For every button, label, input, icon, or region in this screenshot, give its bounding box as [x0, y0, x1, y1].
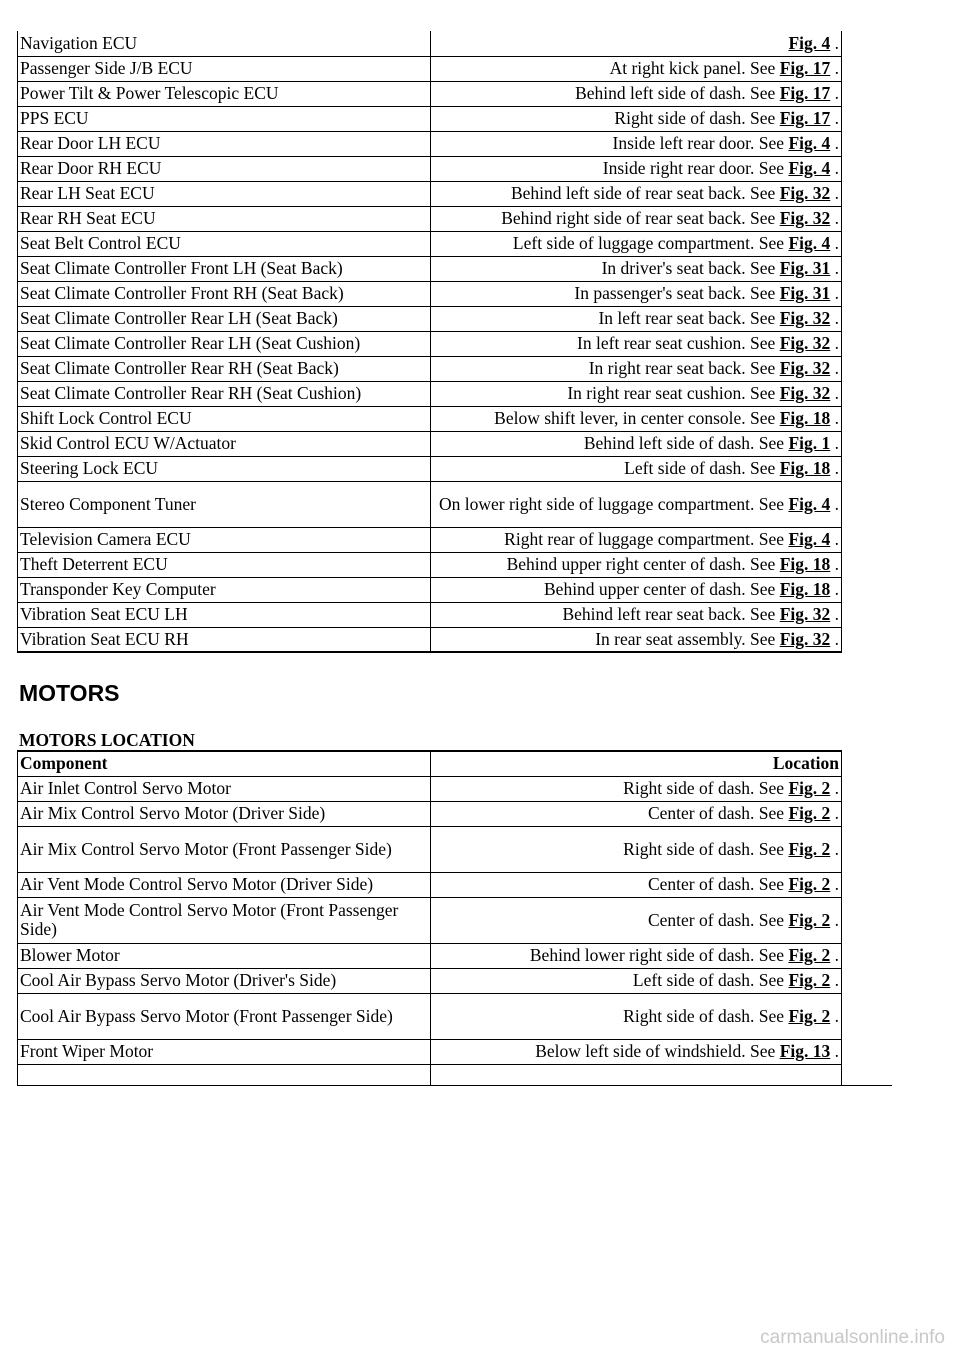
component-cell: PPS ECU: [18, 106, 431, 131]
location-cell: [431, 231, 842, 256]
location-suffix: .: [830, 529, 839, 549]
figure-link[interactable]: Fig. 2: [788, 1005, 831, 1026]
location-suffix: .: [830, 909, 839, 930]
figure-link[interactable]: Fig. 2: [788, 909, 831, 930]
table-row: [18, 181, 842, 206]
table-row: [18, 577, 842, 602]
figure-link[interactable]: Fig. 32: [779, 308, 831, 328]
location-suffix: .: [830, 803, 839, 823]
location-suffix: .: [830, 1041, 839, 1061]
location-suffix: .: [830, 945, 839, 965]
location-text: Center of dash. See: [647, 874, 789, 894]
table-row: [18, 776, 842, 801]
bottom-divider: [17, 1085, 892, 1086]
table-row: [18, 481, 842, 527]
figure-link[interactable]: Fig. 1: [788, 433, 831, 453]
location-text: In passenger's seat back. See: [574, 283, 780, 303]
location-cell: [431, 381, 842, 406]
table-row: [18, 406, 842, 431]
figure-link[interactable]: Fig. 32: [779, 383, 831, 403]
component-cell: Power Tilt & Power Telescopic ECU: [18, 81, 431, 106]
table-row: [18, 1039, 842, 1064]
figure-link[interactable]: Fig. 4: [788, 493, 831, 514]
location-text: Right side of dash. See: [623, 778, 789, 798]
figure-link[interactable]: Fig. 18: [779, 408, 831, 428]
location-suffix: .: [830, 58, 839, 78]
component-cell: Air Mix Control Servo Motor (Driver Side): [18, 801, 431, 826]
location-text: In rear seat assembly. See: [595, 628, 780, 649]
location-cell: [431, 602, 842, 627]
component-cell: Cool Air Bypass Servo Motor (Driver's Side): [18, 968, 431, 993]
location-cell: [431, 256, 842, 281]
figure-link[interactable]: Fig. 32: [779, 358, 831, 378]
figure-link[interactable]: Fig. 4: [788, 529, 831, 549]
table-row: [18, 306, 842, 331]
component-cell: Front Wiper Motor: [18, 1039, 431, 1064]
figure-link[interactable]: Fig. 17: [779, 108, 831, 128]
location-suffix: .: [830, 874, 839, 894]
ecu-location-table: [17, 31, 842, 653]
location-text: Right side of dash. See: [623, 838, 789, 859]
component-cell: Seat Climate Controller Rear LH (Seat Back): [18, 306, 431, 331]
figure-link[interactable]: Fig. 2: [788, 945, 831, 965]
table-row: [18, 206, 842, 231]
location-cell: [431, 627, 842, 652]
location-cell: [431, 131, 842, 156]
component-cell: Passenger Side J/B ECU: [18, 56, 431, 81]
location-cell: [431, 826, 842, 872]
component-cell: Rear Door LH ECU: [18, 131, 431, 156]
location-text: Right side of dash. See: [614, 108, 780, 128]
location-cell: [431, 106, 842, 131]
figure-link[interactable]: Fig. 4: [788, 233, 831, 253]
empty-cell: [18, 1064, 431, 1085]
location-cell: [431, 406, 842, 431]
location-cell: [431, 456, 842, 481]
component-cell: Rear Door RH ECU: [18, 156, 431, 181]
figure-link[interactable]: Fig. 13: [779, 1041, 831, 1061]
component-cell: Seat Climate Controller Rear RH (Seat Back): [18, 356, 431, 381]
location-suffix: .: [830, 208, 839, 228]
location-text: Behind right side of rear seat back. See: [501, 208, 780, 228]
location-suffix: .: [830, 604, 839, 624]
table-row: [18, 826, 842, 872]
location-text: Below shift lever, in center console. See: [494, 408, 780, 428]
location-cell: [431, 56, 842, 81]
figure-link[interactable]: Fig. 32: [779, 208, 831, 228]
location-suffix: .: [830, 233, 839, 253]
location-suffix: .: [830, 158, 839, 178]
figure-link[interactable]: Fig. 18: [779, 554, 831, 574]
location-suffix: .: [830, 433, 839, 453]
component-cell: Air Mix Control Servo Motor (Front Passenger Side): [18, 826, 431, 872]
table-row: [18, 331, 842, 356]
figure-link[interactable]: Fig. 17: [779, 83, 831, 103]
location-suffix: .: [830, 579, 839, 599]
location-cell: [431, 801, 842, 826]
figure-link[interactable]: Fig. 18: [779, 458, 831, 478]
location-suffix: .: [830, 1005, 839, 1026]
figure-link[interactable]: Fig. 4: [788, 158, 831, 178]
figure-link[interactable]: Fig. 2: [788, 803, 831, 823]
location-text: In left rear seat cushion. See: [577, 333, 780, 353]
location-suffix: .: [830, 258, 839, 278]
table-row: [18, 356, 842, 381]
location-cell: [431, 481, 842, 527]
location-text: Behind left side of dash. See: [583, 433, 789, 453]
location-cell: [431, 81, 842, 106]
location-suffix: .: [830, 358, 839, 378]
figure-link[interactable]: Fig. 2: [788, 778, 831, 798]
location-text: In right rear seat cushion. See: [567, 383, 780, 403]
figure-link[interactable]: Fig. 32: [779, 604, 831, 624]
location-text: On lower right side of luggage compartment. See: [439, 493, 789, 514]
figure-link[interactable]: Fig. 32: [779, 333, 831, 353]
table-row: [18, 872, 842, 897]
table-row: [18, 968, 842, 993]
figure-link[interactable]: Fig. 32: [779, 628, 831, 649]
table-row: [18, 552, 842, 577]
location-text: Below left side of windshield. See: [535, 1041, 780, 1061]
component-cell: Vibration Seat ECU LH: [18, 602, 431, 627]
location-suffix: .: [830, 628, 839, 649]
location-text: Behind upper right center of dash. See: [506, 554, 780, 574]
component-cell: Seat Climate Controller Rear LH (Seat Cushion): [18, 331, 431, 356]
component-cell: Steering Lock ECU: [18, 456, 431, 481]
location-text: Inside right rear door. See: [602, 158, 789, 178]
location-suffix: .: [830, 83, 839, 103]
table-row: [18, 131, 842, 156]
table-row: [18, 81, 842, 106]
table-row: [18, 56, 842, 81]
section-heading-motors: MOTORS: [19, 680, 120, 706]
location-cell: [431, 776, 842, 801]
figure-link[interactable]: Fig. 2: [788, 838, 831, 859]
location-text: Behind lower right side of dash. See: [529, 945, 789, 965]
component-cell: Air Inlet Control Servo Motor: [18, 776, 431, 801]
location-cell: [431, 431, 842, 456]
figure-link[interactable]: Fig. 4: [788, 32, 831, 53]
location-cell: [431, 527, 842, 552]
location-cell: [431, 552, 842, 577]
table-row-empty: [18, 1064, 842, 1085]
location-cell: [431, 306, 842, 331]
location-suffix: .: [830, 383, 839, 403]
location-suffix: .: [830, 308, 839, 328]
location-suffix: .: [830, 333, 839, 353]
location-text: Right rear of luggage compartment. See: [504, 529, 789, 549]
location-text: Left side of dash. See: [632, 970, 789, 990]
location-cell: [431, 993, 842, 1039]
location-text: Behind left rear seat back. See: [562, 604, 780, 624]
table-row: [18, 106, 842, 131]
component-cell: Navigation ECU: [18, 31, 431, 56]
component-cell: Blower Motor: [18, 943, 431, 968]
location-text: Left side of luggage compartment. See: [512, 233, 789, 253]
component-cell: Stereo Component Tuner: [18, 481, 431, 527]
location-suffix: .: [830, 970, 839, 990]
figure-link[interactable]: Fig. 18: [779, 579, 831, 599]
location-text: Center of dash. See: [647, 803, 789, 823]
table-row: [18, 801, 842, 826]
location-cell: [431, 181, 842, 206]
location-cell: [431, 331, 842, 356]
table-row: [18, 943, 842, 968]
figure-link[interactable]: Fig. 17: [779, 58, 831, 78]
table-row: [18, 527, 842, 552]
component-cell: Shift Lock Control ECU: [18, 406, 431, 431]
table-row: [18, 156, 842, 181]
component-cell: Seat Climate Controller Front LH (Seat Back): [18, 256, 431, 281]
figure-link[interactable]: Fig. 4: [788, 133, 831, 153]
component-cell: Skid Control ECU W/Actuator: [18, 431, 431, 456]
table-row: [18, 431, 842, 456]
figure-link[interactable]: Fig. 31: [779, 283, 831, 303]
location-cell: [431, 872, 842, 897]
table-row: [18, 456, 842, 481]
table-row: [18, 256, 842, 281]
component-cell: Rear LH Seat ECU: [18, 181, 431, 206]
component-cell: Air Vent Mode Control Servo Motor (Front Passenger Side): [18, 897, 431, 943]
column-header-component: Component: [18, 751, 431, 776]
location-suffix: .: [830, 32, 839, 53]
location-cell: [431, 1039, 842, 1064]
location-text: Behind upper center of dash. See: [544, 579, 780, 599]
component-cell: Cool Air Bypass Servo Motor (Front Passenger Side): [18, 993, 431, 1039]
location-cell: [431, 897, 842, 943]
component-cell: Vibration Seat ECU RH: [18, 627, 431, 652]
location-text: Right side of dash. See: [623, 1005, 789, 1026]
table-row: [18, 602, 842, 627]
location-cell: [431, 281, 842, 306]
component-cell: Seat Climate Controller Front RH (Seat Back): [18, 281, 431, 306]
component-cell: Transponder Key Computer: [18, 577, 431, 602]
component-cell: Theft Deterrent ECU: [18, 552, 431, 577]
location-suffix: .: [830, 408, 839, 428]
figure-link[interactable]: Fig. 2: [788, 874, 831, 894]
table-title-motors-location: MOTORS LOCATION: [19, 730, 195, 750]
table-header-row: [18, 751, 842, 776]
location-cell: [431, 577, 842, 602]
location-suffix: .: [830, 554, 839, 574]
location-suffix: .: [830, 778, 839, 798]
table-row: [18, 993, 842, 1039]
table-row: [18, 281, 842, 306]
location-text: At right kick panel. See: [609, 58, 780, 78]
location-cell: [431, 31, 842, 56]
table-row: [18, 31, 842, 56]
location-text: Behind left side of dash. See: [575, 83, 780, 103]
table-row: [18, 897, 842, 943]
table-row: [18, 381, 842, 406]
table-row: [18, 627, 842, 652]
empty-cell: [431, 1064, 842, 1085]
location-text: Left side of dash. See: [624, 458, 780, 478]
location-text: Inside left rear door. See: [612, 133, 789, 153]
location-text: In right rear seat back. See: [588, 358, 780, 378]
figure-link[interactable]: Fig. 32: [779, 183, 831, 203]
location-suffix: .: [830, 493, 839, 514]
location-suffix: .: [830, 283, 839, 303]
location-suffix: .: [830, 183, 839, 203]
location-text: Center of dash. See: [647, 909, 789, 930]
column-header-location: Location: [431, 751, 842, 776]
location-suffix: .: [830, 838, 839, 859]
figure-link[interactable]: Fig. 31: [779, 258, 831, 278]
location-text: In driver's seat back. See: [601, 258, 780, 278]
location-text: In left rear seat back. See: [598, 308, 780, 328]
location-suffix: .: [830, 133, 839, 153]
location-suffix: .: [830, 108, 839, 128]
site-watermark: carmanualsonline.info: [760, 1327, 945, 1348]
location-cell: [431, 356, 842, 381]
component-cell: Seat Belt Control ECU: [18, 231, 431, 256]
component-cell: Seat Climate Controller Rear RH (Seat Cushion): [18, 381, 431, 406]
location-cell: [431, 156, 842, 181]
component-cell: Television Camera ECU: [18, 527, 431, 552]
location-cell: [431, 206, 842, 231]
location-suffix: .: [830, 458, 839, 478]
component-cell: Air Vent Mode Control Servo Motor (Driver Side): [18, 872, 431, 897]
location-text: Behind left side of rear seat back. See: [510, 183, 780, 203]
motors-location-table: [17, 750, 842, 1085]
table-row: [18, 231, 842, 256]
location-cell: [431, 968, 842, 993]
figure-link[interactable]: Fig. 2: [788, 970, 831, 990]
component-cell: Rear RH Seat ECU: [18, 206, 431, 231]
location-cell: [431, 943, 842, 968]
